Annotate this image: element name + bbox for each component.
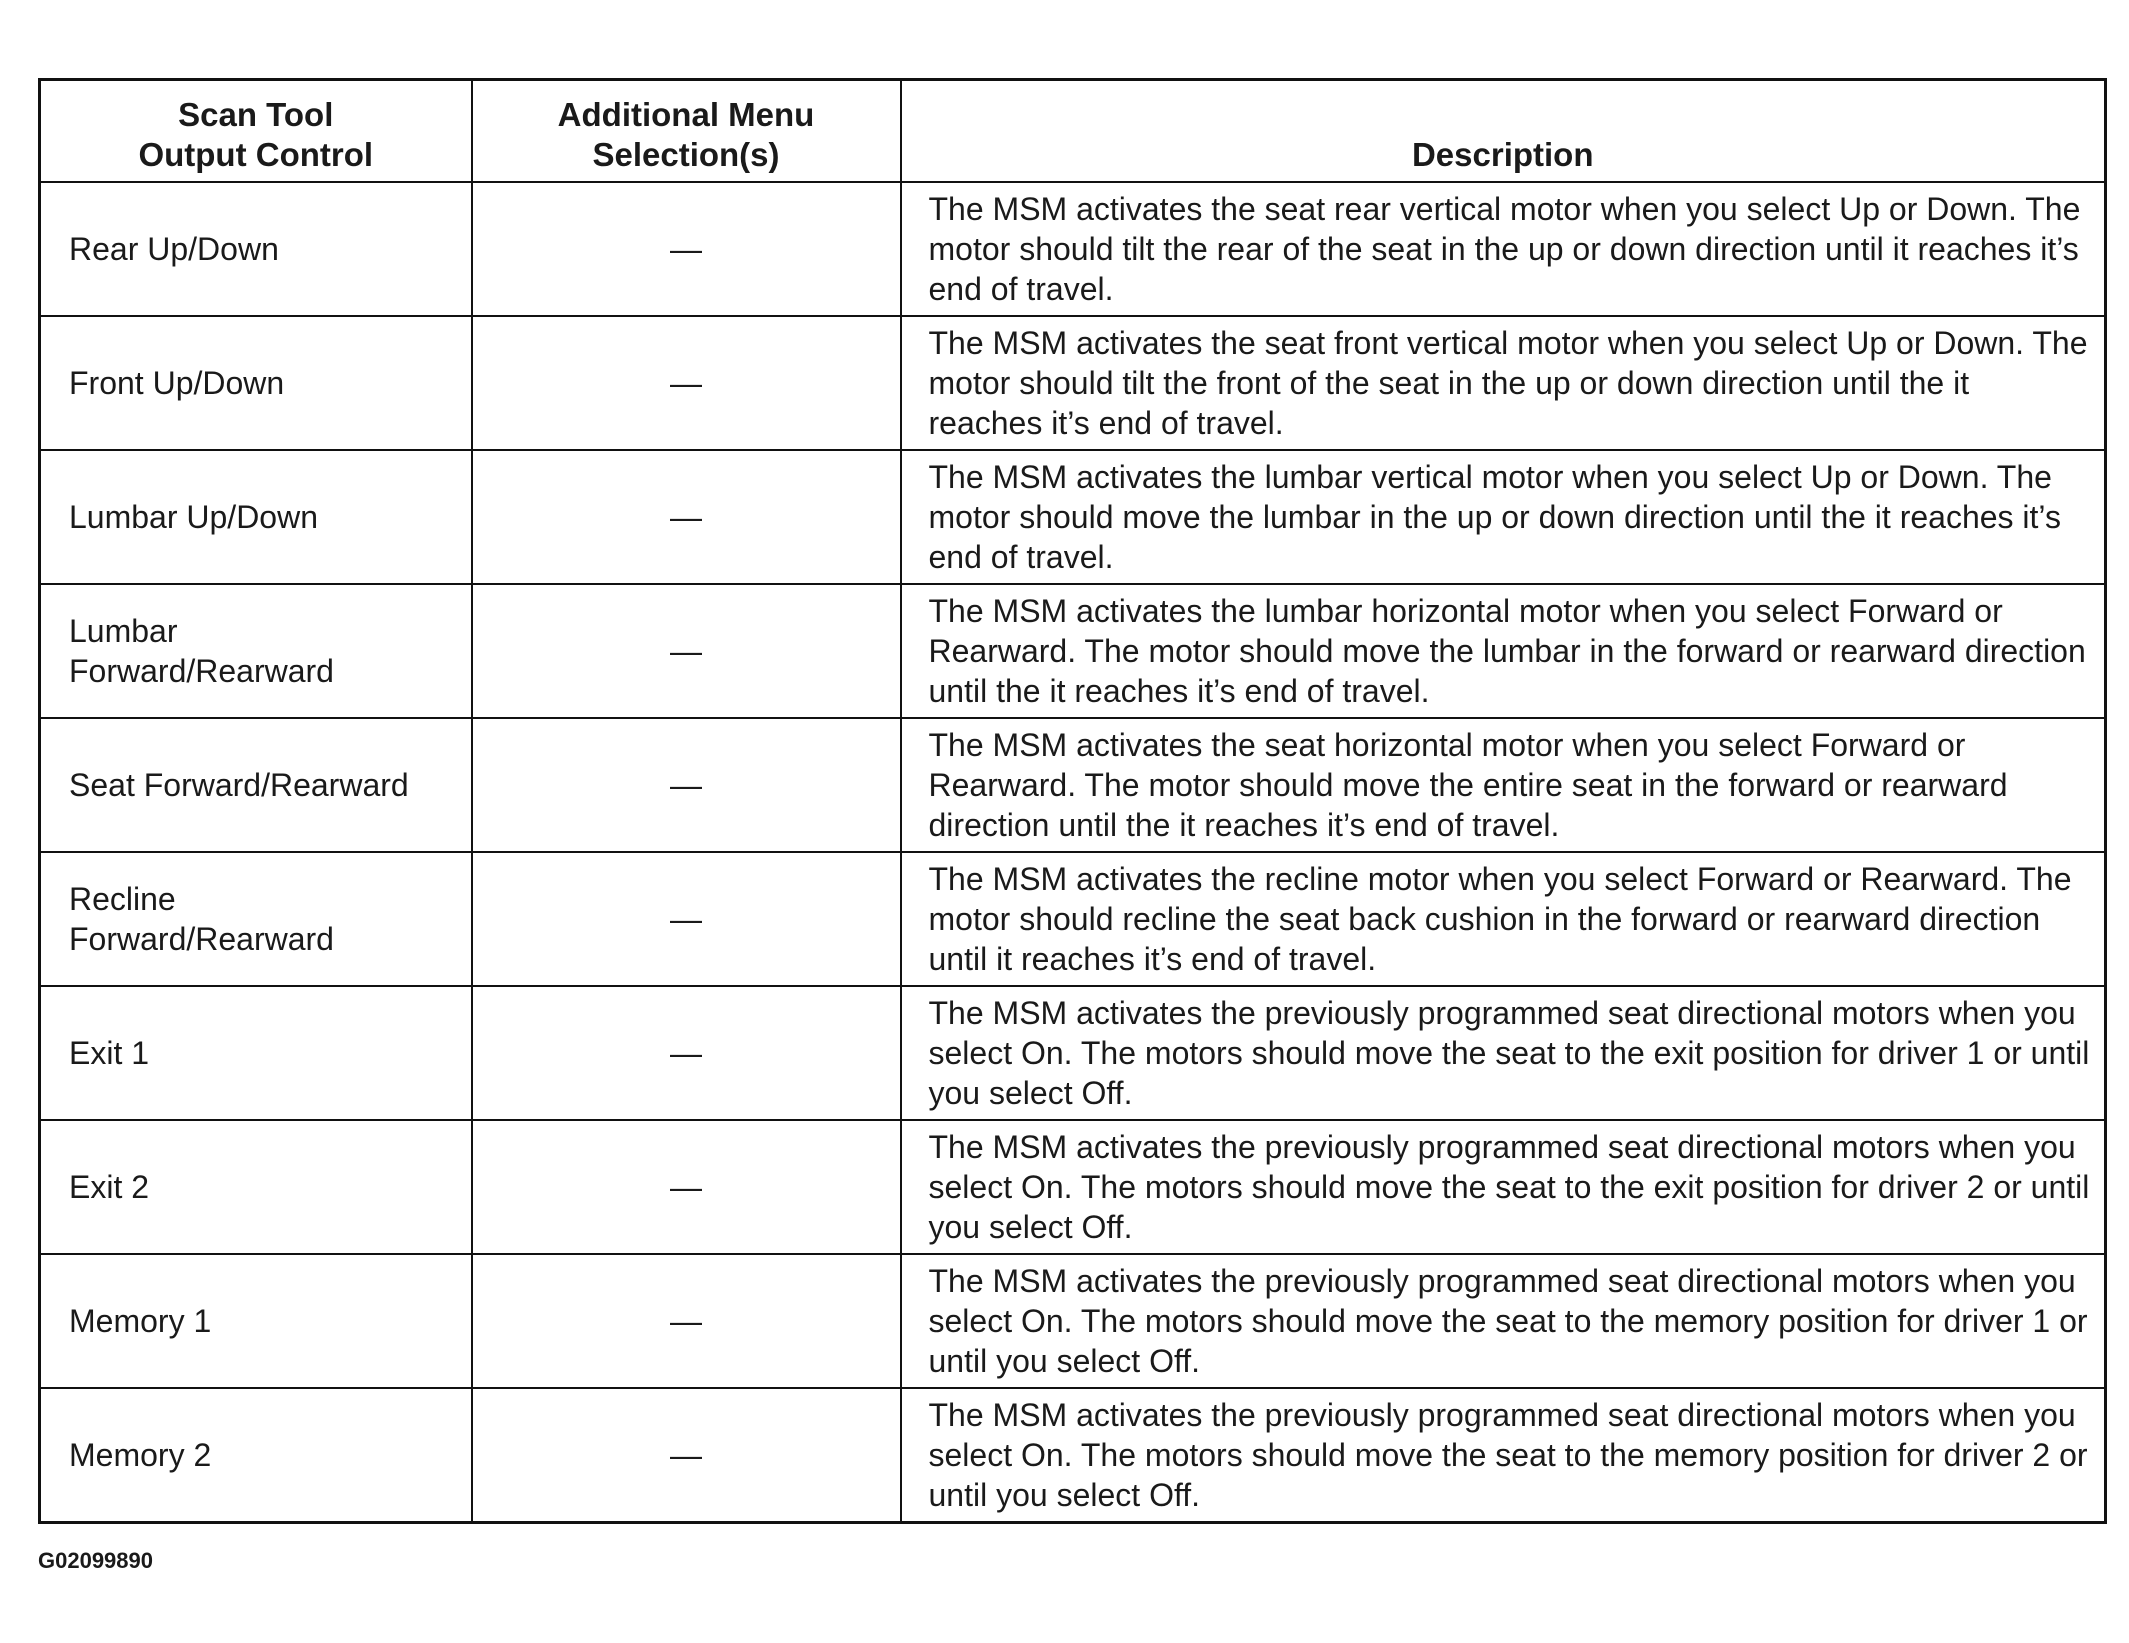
output-control-cell [40, 584, 472, 718]
output-control-label: Exit 2 [69, 1169, 150, 1205]
table-row [40, 1254, 2106, 1388]
table-row [40, 986, 2106, 1120]
output-control-label: Front Up/Down [69, 365, 285, 401]
output-control-label: Forward/Rearward [69, 921, 334, 957]
table-row [40, 584, 2106, 718]
header-additional-menu-line-2: Selection(s) [592, 136, 780, 173]
header-description-line-1: Description [1411, 136, 1594, 173]
description-cell: The MSM activates the seat rear vertical motor when you select Up or Down. The motor should tilt the rear of the seat in the up or down direction until it reaches it’s end of travel. [901, 182, 2106, 316]
output-control-label: Recline [69, 881, 176, 917]
header-output-control [40, 80, 472, 183]
table-row [40, 852, 2106, 986]
header-output-control-line-2: Output Control [138, 136, 374, 173]
description-cell: The MSM activates the lumbar vertical motor when you select Up or Down. The motor should move the lumbar in the up or down direction until the it reaches it’s end of travel. [901, 450, 2106, 584]
output-control-label: Lumbar [69, 613, 178, 649]
additional-menu-cell: — [472, 182, 901, 316]
additional-menu-cell: — [472, 986, 901, 1120]
description-cell: The MSM activates the previously programmed seat directional motors when you select On. The motors should move the seat to the memory position for driver 2 or until you select Off. [901, 1388, 2106, 1523]
output-control-cell [40, 852, 472, 986]
header-output-control-line-1: Scan Tool [178, 96, 334, 133]
header-additional-menu [472, 80, 901, 183]
output-control-label: Lumbar Up/Down [69, 499, 318, 535]
output-control-cell [40, 1120, 472, 1254]
output-control-cell [40, 1254, 472, 1388]
output-control-label: Rear Up/Down [69, 231, 279, 267]
description-cell: The MSM activates the previously programmed seat directional motors when you select On. The motors should move the seat to the exit position for driver 2 or until you select Off. [901, 1120, 2106, 1254]
table-row [40, 1120, 2106, 1254]
table-row [40, 1388, 2106, 1523]
additional-menu-cell: — [472, 718, 901, 852]
header-description [901, 80, 2106, 183]
output-control-label: Seat Forward/Rearward [69, 767, 409, 803]
output-control-cell [40, 986, 472, 1120]
additional-menu-cell: — [472, 1388, 901, 1523]
additional-menu-cell: — [472, 584, 901, 718]
table-body [40, 182, 2106, 1523]
description-cell: The MSM activates the previously programmed seat directional motors when you select On. The motors should move the seat to the memory position for driver 1 or until you select Off. [901, 1254, 2106, 1388]
output-control-cell [40, 1388, 472, 1523]
output-control-label: Exit 1 [69, 1035, 150, 1071]
additional-menu-cell: — [472, 1120, 901, 1254]
output-control-table [38, 78, 2107, 1524]
figure-id: G02099890 [38, 1548, 153, 1573]
table-row [40, 450, 2106, 584]
output-control-label: Forward/Rearward [69, 653, 334, 689]
table-row [40, 316, 2106, 450]
output-control-label: Memory 2 [69, 1437, 212, 1473]
additional-menu-cell: — [472, 852, 901, 986]
description-cell: The MSM activates the recline motor when you select Forward or Rearward. The motor should recline the seat back cushion in the forward or rearward direction until it reaches it’s end of travel. [901, 852, 2106, 986]
header-additional-menu-line-1: Additional Menu [557, 96, 815, 133]
additional-menu-cell: — [472, 316, 901, 450]
description-cell: The MSM activates the previously programmed seat directional motors when you select On. The motors should move the seat to the exit position for driver 1 or until you select Off. [901, 986, 2106, 1120]
description-cell: The MSM activates the seat horizontal motor when you select Forward or Rearward. The motor should move the entire seat in the forward or rearward direction until the it reaches it’s end of travel. [901, 718, 2106, 852]
output-control-cell [40, 316, 472, 450]
output-control-cell [40, 718, 472, 852]
header-row [40, 80, 2106, 183]
output-control-label: Memory 1 [69, 1303, 212, 1339]
output-control-cell [40, 182, 472, 316]
additional-menu-cell: — [472, 450, 901, 584]
additional-menu-cell: — [472, 1254, 901, 1388]
description-cell: The MSM activates the lumbar horizontal motor when you select Forward or Rearward. The motor should move the lumbar in the forward or rearward direction until the it reaches it’s end of travel. [901, 584, 2106, 718]
table-row [40, 182, 2106, 316]
description-cell: The MSM activates the seat front vertical motor when you select Up or Down. The motor should tilt the front of the seat in the up or down direction until the it reaches it’s end of travel. [901, 316, 2106, 450]
output-control-cell [40, 450, 472, 584]
table-row [40, 718, 2106, 852]
